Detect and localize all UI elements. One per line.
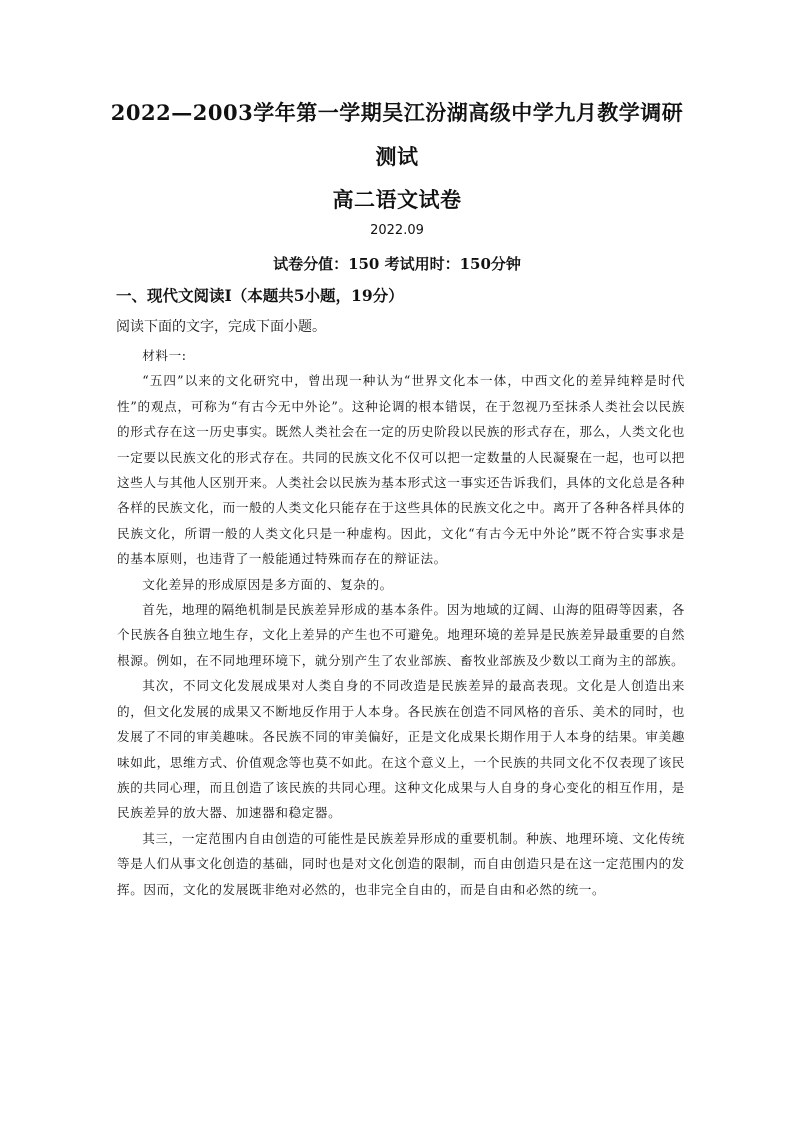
exam-title-line1: 2022—2003学年第一学期吴江汾湖高级中学九月教学调研	[110, 100, 684, 125]
exam-subtitle: 高二语文试卷	[332, 187, 462, 212]
exam-title-line2: 测试	[375, 144, 419, 169]
section-heading: 一、现代文阅读Ⅰ（本题共5小题，19分）	[116, 286, 404, 305]
passage-paragraph-2: 文化差异的形成原因是多方面的、复杂的。	[142, 576, 393, 592]
passage-paragraph-4: 其次，不同文化发展成果对人类自身的不同改造是民族差异的最高表现。文化是人创造出来的，但文化发展的成果又不断地反作用于人本身。各民族在创造不同风格的音乐、美术的同时，也发展了不同的审美趣味。各民族不同的审美偏好，正是文化成果长期作用于人本身的结果。审美趣味如此，思维方式、价值观念等也莫不如此。在这个意义上，一个民族的共同文化不仅表现了该民族的共同心理，而且创造了该民族的共同心理。这种文化成果与人自身的身心变化的相互作用，是民族差异的放大器、加速器和稳定器。	[117, 678, 685, 821]
passage-paragraph-1: “五四”以来的文化研究中，曾出现一种认为“世界文化本一体，中西文化的差异纯粹是时代性”的观点，可称为“有古今无中外论”。这种论调的根本错误，在于忽视乃至抹杀人类社会以民族的形式存在这一历史事实。既然人类社会在一定的历史阶段以民族的形式存在，那么，人类文化也一定要以民族文化的形式存在。共同的民族文化不仅可以把一定数量的人民凝聚在一起，也可以把这些人与其他人区别开来。人类社会以民族为基本形式这一事实还告诉我们，具体的文化总是各种各样的民族文化，而一般的人类文化只能存在于这些具体的民族文化之中。离开了各种各样具体的民族文化，所谓一般的人类文化只是一种虚构。因此，文化“有古今无中外论”既不符合实事求是的基本原则，也违背了一般能通过特殊而存在的辩证法。	[117, 373, 685, 567]
reading-passage	[117, 343, 685, 902]
exam-date: 2022.09	[370, 223, 424, 238]
passage-paragraph-5: 其三，一定范围内自由创造的可能性是民族差异形成的重要机制。种族、地理环境、文化传统等是人们从事文化创造的基础，同时也是对文化创造的限制，而自由创造只是在这一定范围内的发挥。因而，文化的发展既非绝对必然的，也非完全自由的，而是自由和必然的统一。	[117, 830, 685, 897]
exam-info: 试卷分值：150 考试用时：150分钟	[273, 255, 521, 273]
material-label: 材料一:	[142, 348, 187, 363]
section-instruction: 阅读下面的文字，完成下面小题。	[116, 319, 326, 335]
passage-paragraph-3: 首先，地理的隔绝机制是民族差异形成的基本条件。因为地域的辽阔、山海的阻碍等因素，各个民族各自独立地生存，文化上差异的产生也不可避免。地理环境的差异是民族差异最重要的自然根源。例如，在不同地理环境下，就分别产生了农业部族、畜牧业部族及少数以工商为主的部族。	[117, 602, 685, 668]
